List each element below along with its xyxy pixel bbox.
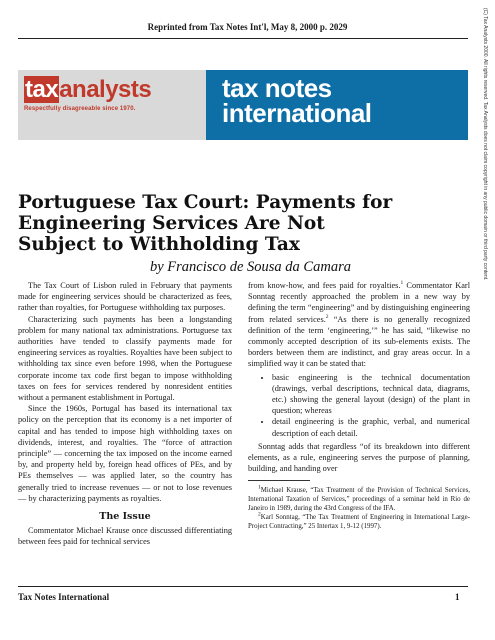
engineering-definition-list: [248, 372, 470, 439]
header-rule: [18, 38, 468, 39]
article-title: Portuguese Tax Court: Payments for Engineering Services Are Not Subject to Withholding Tax: [18, 192, 393, 255]
journal-masthead: [206, 70, 468, 140]
body-paragraph: The Tax Court of Lisbon ruled in February that payments made for engineering services should be characterized as fees, rather than royalties, for Portuguese withholding tax purposes.: [18, 281, 232, 313]
section-heading-the-issue: The Issue: [99, 511, 151, 523]
page-number: 1: [455, 592, 460, 602]
journal-title-line1: tax notes: [222, 73, 332, 103]
body-paragraph: Sonntag adds that regardless “of its breakdown into different elements, as a rule, engineering serves the purpose of planning, building, and handing over: [248, 441, 470, 474]
logo-tagline: Respectfully disagreeable since 1970.: [24, 106, 136, 112]
footer-rule: [18, 586, 468, 587]
footnote-rule: [248, 480, 310, 481]
footer-journal-name: Tax Notes International: [18, 592, 110, 602]
footnote-ref-2[interactable]: 2: [325, 313, 329, 320]
side-copyright-notice: (C) Tax Analysts 2000. All rights reserved. Tax Analysts does not claim copyright in any public domain or third party content.: [482, 8, 488, 281]
list-item: • detail engineering is the graphic, verbal, and numerical description of each detail.: [272, 416, 470, 438]
list-item: • basic engineering is the technical documentation (drawings, verbal descriptions, technical data, diagrams, etc.) showing the general layout (design) of the plant in question; whereas: [272, 372, 470, 417]
footnote-ref-1[interactable]: 1: [400, 280, 404, 287]
reprint-line: Reprinted from Tax Notes Int'l, May 8, 2000 p. 2029: [147, 22, 348, 32]
body-paragraph: from know-how, and fees paid for royalties.$^1$ Commentator Karl Sonntag recently approached the problem in a new way by defining the term “engineering” and by distinguishing engineering from related services.$^2$ “As there is no generally recognized definition of the term ‘engineering,’” he has said, “likewise no commonly accepted description of its sub-elements exists. The borders between them are indistinct, and gray areas occur. In a simplified way it can be stated that:: [248, 280, 470, 369]
journal-banner: [18, 70, 468, 140]
article-byline: by Francisco de Sousa da Camara: [150, 259, 351, 275]
left-column: [18, 280, 232, 548]
tax-analysts-logo: [24, 78, 200, 130]
body-paragraph: Commentator Michael Krause once discussed differentiating between fees paid for technical services: [18, 526, 232, 547]
body-paragraph: Characterizing such payments has been a longstanding problem for many national tax administrations. Portuguese tax authorities have tended to classify payments made for engineering services as royalties. Royalties have been subject to withholding tax since even before 1998, when the Portuguese corporate income tax code first began to impose withholding taxes on fees for services rendered by nonresident entities without a permanent establishment in Portugal.: [18, 314, 232, 403]
footnote-1: $^1$Michael Krause, “Tax Treatment of the Provision of Technical Services, International Taxation of Services,” proceedings of a seminar held in Rio de Janeiro in 1989, during the 43rd Congress of the IFA.: [248, 485, 470, 513]
logo-tax: tax: [25, 76, 59, 103]
right-column: [248, 280, 470, 531]
journal-title-line2: international: [222, 98, 372, 128]
logo-analysts: analysts: [59, 76, 152, 103]
body-paragraph: Since the 1960s, Portugal has based its international tax policy on the perception that its economy is a net importer of capital and has tended to impose high withholding taxes on dividends, interest, and royalties. The “force of attraction principle” — concerning the tax imposed on the income earned by, and property held by, foreign head offices of PEs, and by PEs themselves — was applied later, so the country has generally tried to increase revenues — or not to lose revenues — by characterizing payments as royalties.: [18, 404, 232, 503]
footnote-2: $^2$Karl Sonntag, “The Tax Treatment of Engineering in International Large-Project Contracting,” 25 Intertax 1, 9-12 (1997).: [248, 512, 470, 531]
